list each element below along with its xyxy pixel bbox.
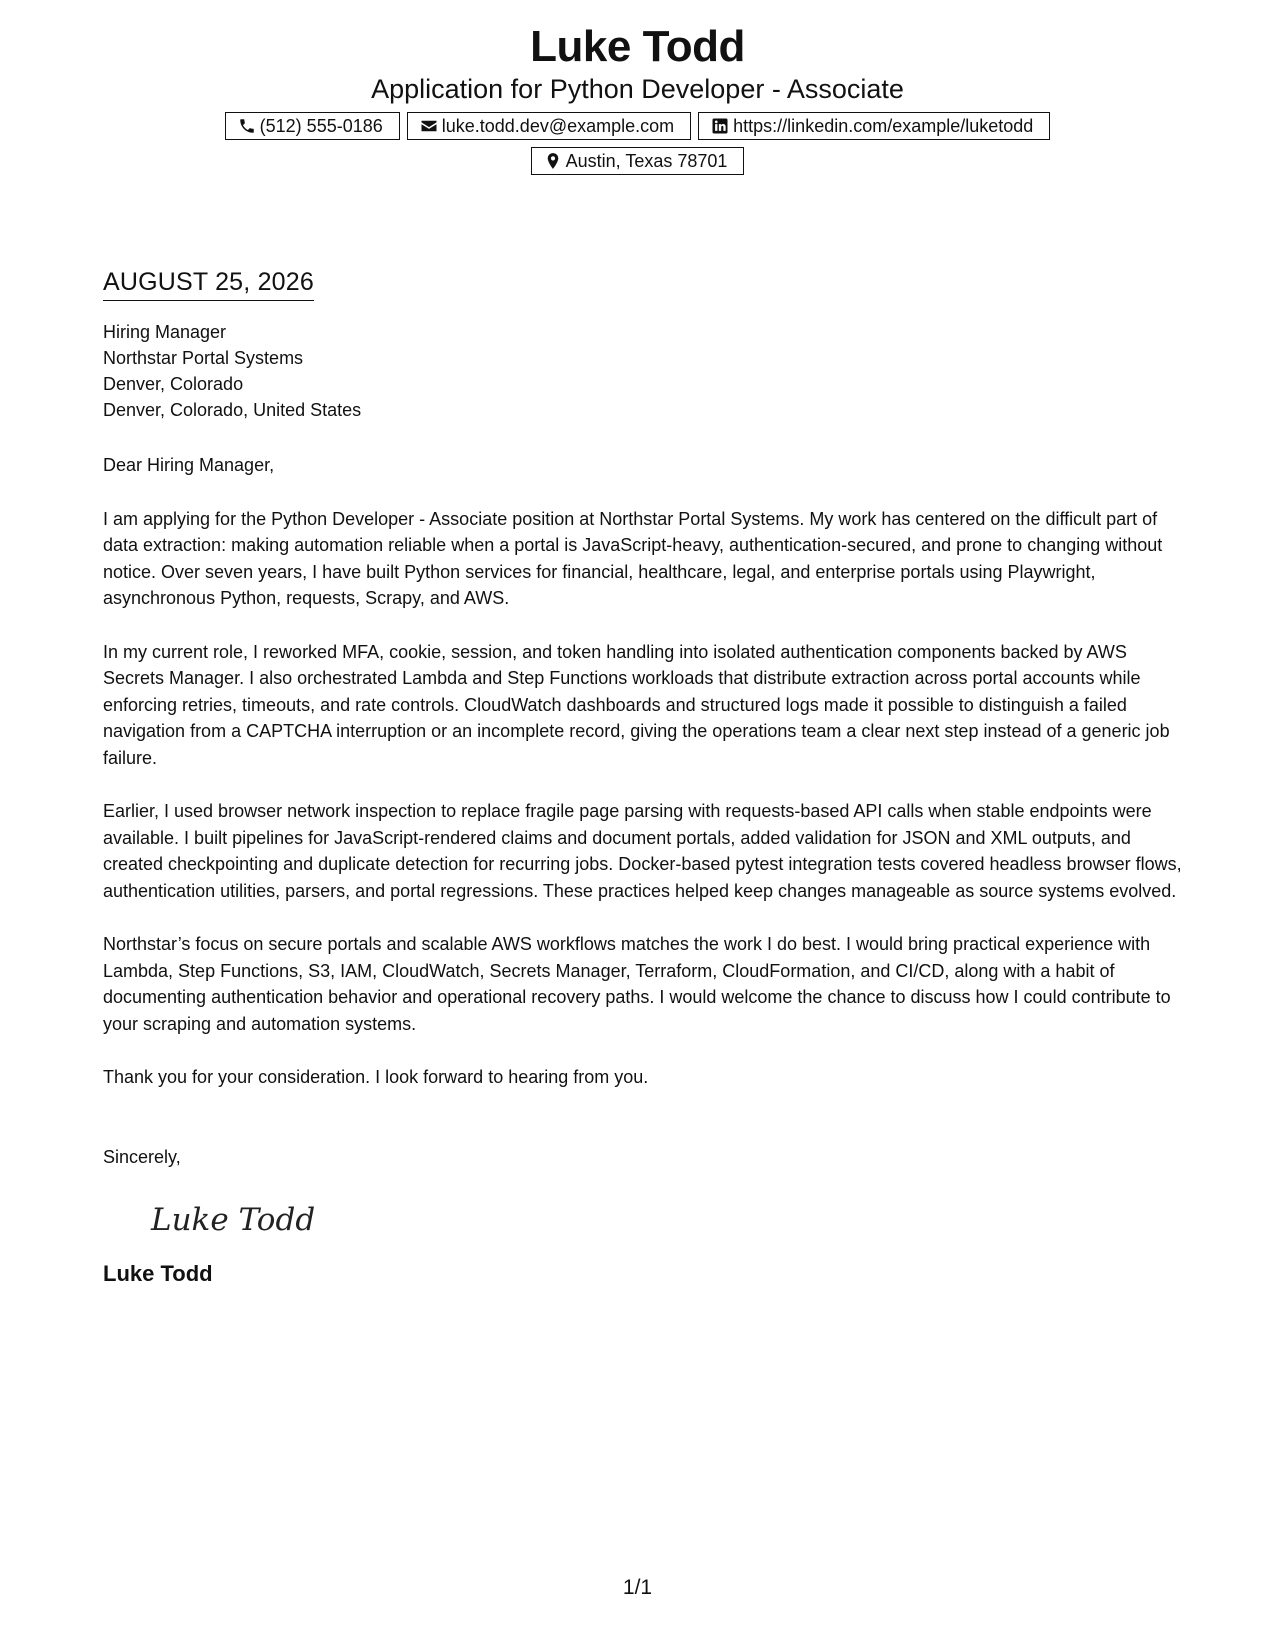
- paragraph-current-role: In my current role, I reworked MFA, cookie, session, and token handling into isolated authentication components backed by AWS Secrets Manager. I also orchestrated Lambda and Step Functions workloads that distribute extraction across portal accounts while enforcing retries, timeouts, and rate controls. CloudWatch dashboards and structured logs made it possible to distinguish a failed navigation from a CAPTCHA interruption or an incomplete record, giving the operations team a clear next step instead of a generic job failure.: [103, 641, 1170, 768]
- closing: Sincerely,: [103, 1146, 181, 1167]
- recipient-city: Denver, Colorado: [103, 374, 244, 394]
- location-text: Austin, Texas 78701: [565, 151, 728, 171]
- salutation: Dear Hiring Manager,: [103, 455, 275, 475]
- signature-lettering: Luke Todd: [151, 1202, 316, 1238]
- phone-contact[interactable]: [225, 112, 400, 140]
- map-pin-icon: [544, 152, 562, 170]
- signature-image: [149, 1198, 319, 1242]
- linkedin-contact[interactable]: [698, 112, 1050, 140]
- email-contact[interactable]: [407, 112, 691, 140]
- page-number: 1/1: [622, 1576, 653, 1599]
- recipient-block: [103, 319, 1183, 423]
- linkedin-icon: [711, 117, 729, 135]
- recipient-company: Northstar Portal Systems: [103, 348, 304, 368]
- letter-body: [103, 265, 1183, 1288]
- email-text: luke.todd.dev@example.com: [441, 116, 675, 136]
- paragraph-fit: Northstar’s focus on secure portals and scalable AWS workflows matches the work I do best. I would bring practical experience with Lambda, Step Functions, S3, IAM, CloudWatch, Secrets Manager, Terraform, CloudFormation, and CI/CD, along with a habit of documenting authentication behavior and operational recovery paths. I would welcome the chance to discuss how I could contribute to your scraping and automation systems.: [103, 934, 1171, 1034]
- contact-row-2: [88, 147, 1188, 175]
- signer-name: Luke Todd: [103, 1261, 213, 1286]
- paragraph-intro: I am applying for the Python Developer - Associate position at Northstar Portal Systems. My work has centered on the difficult part of data extraction: making automation reliable when a portal is JavaScript-heavy, authentication-secured, and prone to changing without notice. Over seven years, I have built Python services for financial, healthcare, legal, and enterprise portals using Playwright, asynchronous Python, requests, Scrapy, and AWS.: [103, 508, 1163, 608]
- applicant-name: Luke Todd: [530, 22, 745, 71]
- location-contact: [531, 147, 745, 175]
- phone-text: (512) 555-0186: [259, 116, 383, 136]
- paragraph-earlier-work: Earlier, I used browser network inspection to replace fragile page parsing with requests-based API calls when stable endpoints were available. I built pipelines for JavaScript-rendered claims and document portals, added validation for JSON and XML outputs, and created checkpointing and duplicate detection for recurring jobs. Docker-based pytest integration tests covered headless browser flows, authentication utilities, parsers, and portal regressions. These practices helped keep changes manageable as source systems evolved.: [103, 801, 1182, 901]
- linkedin-text: https://linkedin.com/example/luketodd: [733, 116, 1034, 136]
- recipient-title: Hiring Manager: [103, 322, 227, 342]
- envelope-icon: [420, 117, 438, 135]
- contact-row: [88, 112, 1188, 140]
- letter-header: [0, 22, 1275, 175]
- paragraph-thanks: Thank you for your consideration. I look forward to hearing from you.: [103, 1067, 649, 1087]
- letter-date: AUGUST 25, 2026: [103, 265, 314, 301]
- recipient-address: Denver, Colorado, United States: [103, 400, 362, 420]
- phone-icon: [238, 117, 256, 135]
- application-subtitle: Application for Python Developer - Associate: [371, 74, 904, 104]
